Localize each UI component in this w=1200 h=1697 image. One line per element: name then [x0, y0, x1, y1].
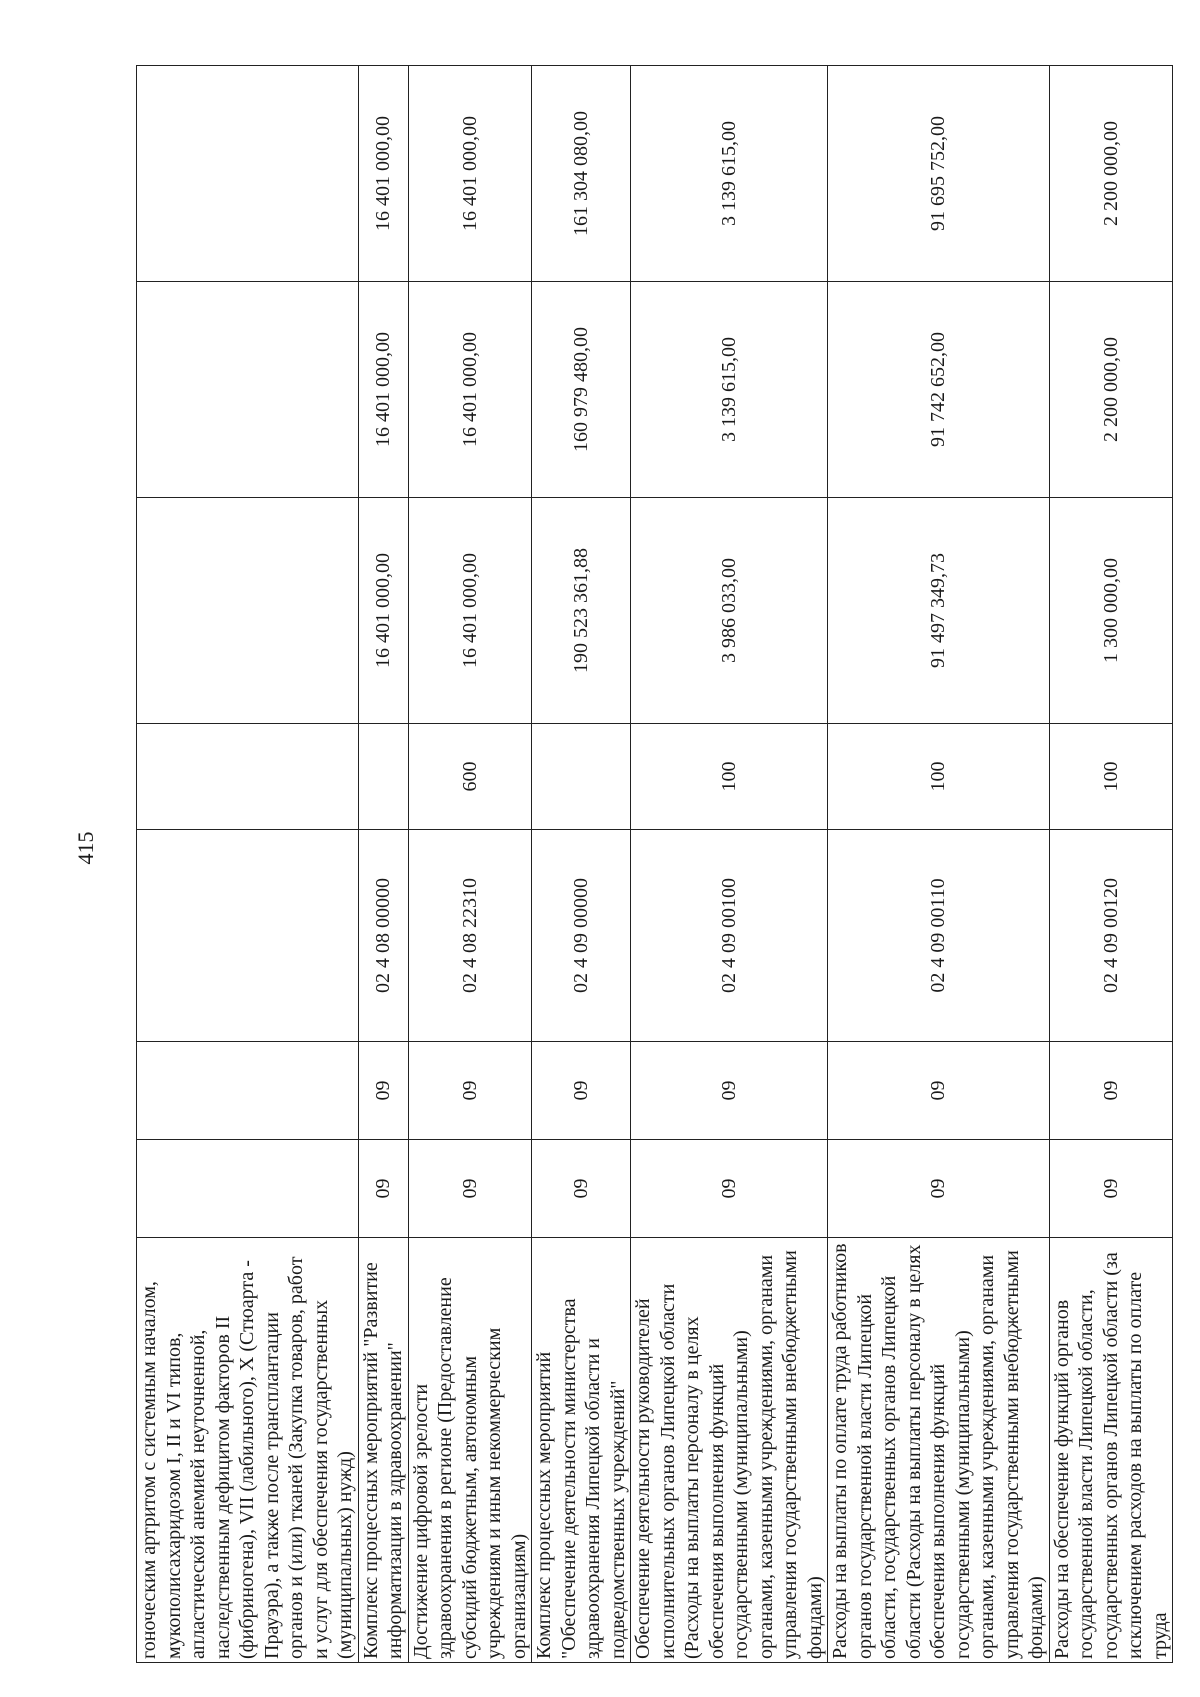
amount-cell-1: 1 300 000,00	[1049, 498, 1173, 724]
target-article-cell: 02 4 09 00120	[1049, 830, 1173, 1042]
amount-cell-1: 3 986 033,00	[631, 498, 828, 724]
target-article-cell: 02 4 09 00100	[631, 830, 828, 1042]
amount-cell-3: 16 401 000,00	[408, 66, 532, 282]
amount-cell-2: 16 401 000,00	[358, 282, 408, 498]
page-number: 415	[73, 831, 98, 865]
section-code-cell: 09	[1049, 1042, 1173, 1140]
description-cell: гоноческим артритом с системным началом, мукополисахаридозом I, II и VI типов, апластической анемией неуточненной, наследственным дефицитом факторов II (фибриногена), VII (лабильного), X (Стюарта - Прауэра), а также после трансплантации органов и (или) тканей (Закупка товаров, работ и услуг для обеспечения государственных (муниципальных) нужд)	[137, 1238, 359, 1663]
description-cell: Комплекс процессных мероприятий "Развитие информатизации в здравоохранении"	[358, 1238, 408, 1663]
target-article-cell	[137, 830, 359, 1042]
amount-cell-1: 16 401 000,00	[358, 498, 408, 724]
amount-cell-2: 2 200 000,00	[1049, 282, 1173, 498]
expense-type-cell	[532, 724, 631, 830]
section-code-cell: 09	[532, 1042, 631, 1140]
amount-cell-2: 16 401 000,00	[408, 282, 532, 498]
section-code-cell: 09	[408, 1042, 532, 1140]
section-code-cell: 09	[631, 1042, 828, 1140]
table-row	[408, 66, 532, 1663]
description-cell: Расходы на выплаты по оплате труда работников органов государственной власти Липецкой области, государственных органов Липецкой области (Расходы на выплаты персоналу в целях обеспечения выполнения функций государственными (муниципальными) органами, казенными учреждениями, органами управления государственными внебюджетными фондами)	[828, 1238, 1050, 1663]
ministry-code-cell: 09	[828, 1140, 1050, 1238]
amount-cell-1: 91 497 349,73	[828, 498, 1050, 724]
amount-cell-3	[137, 66, 359, 282]
amount-cell-2: 3 139 615,00	[631, 282, 828, 498]
amount-cell-2: 160 979 480,00	[532, 282, 631, 498]
expense-type-cell: 100	[828, 724, 1050, 830]
table-row	[631, 66, 828, 1663]
amount-cell-3: 3 139 615,00	[631, 66, 828, 282]
ministry-code-cell: 09	[1049, 1140, 1173, 1238]
ministry-code-cell	[137, 1140, 359, 1238]
table-row	[1049, 66, 1173, 1663]
table-row	[532, 66, 631, 1663]
target-article-cell: 02 4 08 00000	[358, 830, 408, 1042]
expense-type-cell: 100	[1049, 724, 1173, 830]
ministry-code-cell: 09	[532, 1140, 631, 1238]
amount-cell-2: 91 742 652,00	[828, 282, 1050, 498]
target-article-cell: 02 4 09 00000	[532, 830, 631, 1042]
table-row	[137, 66, 359, 1663]
amount-cell-3: 2 200 000,00	[1049, 66, 1173, 282]
expense-type-cell	[358, 724, 408, 830]
target-article-cell: 02 4 09 00110	[828, 830, 1050, 1042]
section-code-cell	[137, 1042, 359, 1140]
section-code-cell: 09	[358, 1042, 408, 1140]
description-cell: Комплекс процессных мероприятий "Обеспечение деятельности министерства здравоохранения Липецкой области и подведомственных учреждений"	[532, 1238, 631, 1663]
expense-type-cell	[137, 724, 359, 830]
amount-cell-1	[137, 498, 359, 724]
amount-cell-2	[137, 282, 359, 498]
expense-type-cell: 100	[631, 724, 828, 830]
amount-cell-3: 91 695 752,00	[828, 66, 1050, 282]
budget-table	[136, 65, 1173, 1663]
description-cell: Достижение цифровой зрелости здравоохранения в регионе (Предоставление субсидий бюджетным, автономным учреждениям и иным некоммерческим организациям)	[408, 1238, 532, 1663]
table-row	[828, 66, 1050, 1663]
amount-cell-3: 161 304 080,00	[532, 66, 631, 282]
ministry-code-cell: 09	[408, 1140, 532, 1238]
section-code-cell: 09	[828, 1042, 1050, 1140]
description-cell: Расходы на обеспечение функций органов государственной власти Липецкой области, государственных органов Липецкой области (за исключением расходов на выплаты по оплате труда	[1049, 1238, 1173, 1663]
description-cell: Обеспечение деятельности руководителей исполнительных органов Липецкой области (Расходы на выплаты персоналу в целях обеспечения выполнения функций государственными (муниципальными) органами, казенными учреждениями, органами управления государственными внебюджетными фондами)	[631, 1238, 828, 1663]
target-article-cell: 02 4 08 22310	[408, 830, 532, 1042]
amount-cell-1: 16 401 000,00	[408, 498, 532, 724]
amount-cell-1: 190 523 361,88	[532, 498, 631, 724]
ministry-code-cell: 09	[358, 1140, 408, 1238]
amount-cell-3: 16 401 000,00	[358, 66, 408, 282]
ministry-code-cell: 09	[631, 1140, 828, 1238]
expense-type-cell: 600	[408, 724, 532, 830]
rotated-table-container	[136, 66, 1171, 1663]
table-row	[358, 66, 408, 1663]
